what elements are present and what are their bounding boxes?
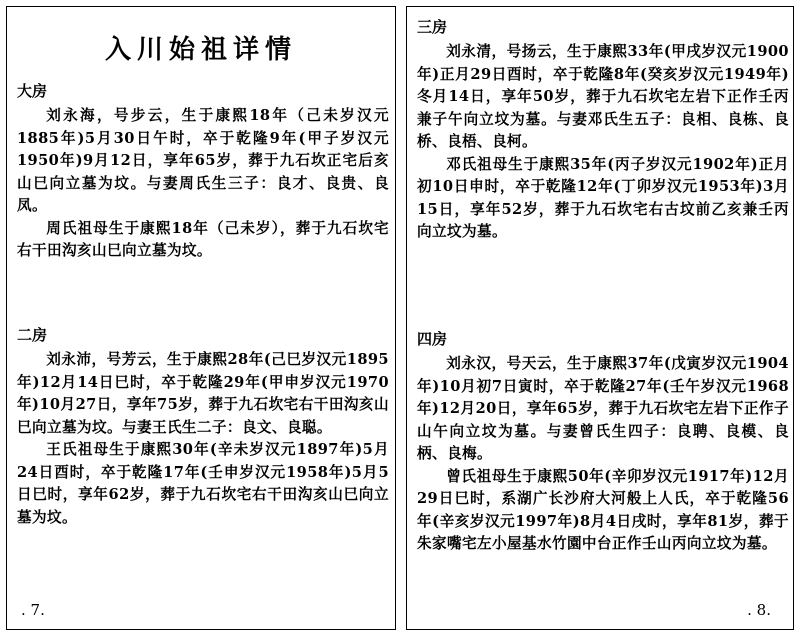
right-page bbox=[406, 6, 794, 630]
paragraph: 周氏祖母生于康熙18年（己未岁），葬于九石坎宅右干田沟亥山巳向立墓为坟。 bbox=[17, 219, 389, 259]
paragraph: 刘永沛，号芳云，生于康熙28年(己巳岁汉元1895年)12月14日巳时，卒于乾隆29年(甲申岁汉元1970年)10月27日，享年75岁，葬于九石坎宅右干田沟亥山巳向立墓为坟。与妻王氏生二子：良文、良聪。 bbox=[17, 351, 389, 436]
paragraph: 邓氏祖母生于康熙35年(丙子岁汉元1902年)正月初10日申时，卒于乾隆12年(丁卯岁汉元1953年)3月15日，享年52岁，葬于九石坎宅右古坟前乙亥兼壬丙向立坟为墓。 bbox=[417, 155, 789, 240]
left-page bbox=[6, 6, 396, 630]
section-heading: 三房 bbox=[417, 18, 448, 36]
page-number: . 8. bbox=[747, 601, 771, 619]
section-heading: 四房 bbox=[417, 330, 448, 348]
section-sifang bbox=[417, 329, 789, 556]
page-number: . 7. bbox=[21, 601, 45, 619]
section-erfang bbox=[17, 325, 389, 529]
section-heading: 大房 bbox=[17, 82, 48, 100]
section-heading: 二房 bbox=[17, 326, 48, 344]
paragraph: 刘永汉，号天云，生于康熙37年(戊寅岁汉元1904年)10月初7日寅时，卒于乾隆27年(壬午岁汉元1968年)12月20日，享年65岁，葬于九石坎宅左岩下正作子山午向立坟为墓。与妻曾氏生四子：良聘、良模、良柄、良梅。 bbox=[417, 355, 789, 462]
paragraph: 刘永清，号扬云，生于康熙33年(甲戌岁汉元1900年)正月29日酉时，卒于乾隆8年(癸亥岁汉元1949年)冬月14日，享年50岁，葬于九石坎宅左岩下正作壬丙兼子午向立坟为墓。与妻邓氏生五子：良相、良栋、良桥、良梧、良柯。 bbox=[417, 43, 789, 150]
paragraph: 刘永海，号步云，生于康熙18年（己未岁汉元1885年)5月30日午时，卒于乾隆9年(甲子岁汉元1950年)9月12日，享年65岁，葬于九石坎正宅后亥山巳向立墓为坟。与妻周氏生三子：良才、良贵、良凤。 bbox=[17, 107, 389, 214]
section-dafang bbox=[17, 81, 389, 263]
paragraph: 王氏祖母生于康熙30年(辛未岁汉元1897年)5月24日酉时，卒于乾隆17年(壬申岁汉元1958年)5月5日巳时，享年62岁，葬于九石坎宅右干田沟亥山巳向立墓为坟。 bbox=[17, 441, 389, 526]
page-title: 入川始祖详情 bbox=[104, 35, 297, 65]
paragraph: 曾氏祖母生于康熙50年(辛卯岁汉元1917年)12月29日巳时，系湖广长沙府大河般上人氏，卒于乾隆56年(辛亥岁汉元1997年)8月4日戌时，享年81岁，葬于朱家嘴宅左小屋基水竹園中台正作壬山丙向立坟为墓。 bbox=[417, 467, 789, 552]
section-sanfang bbox=[417, 17, 789, 244]
